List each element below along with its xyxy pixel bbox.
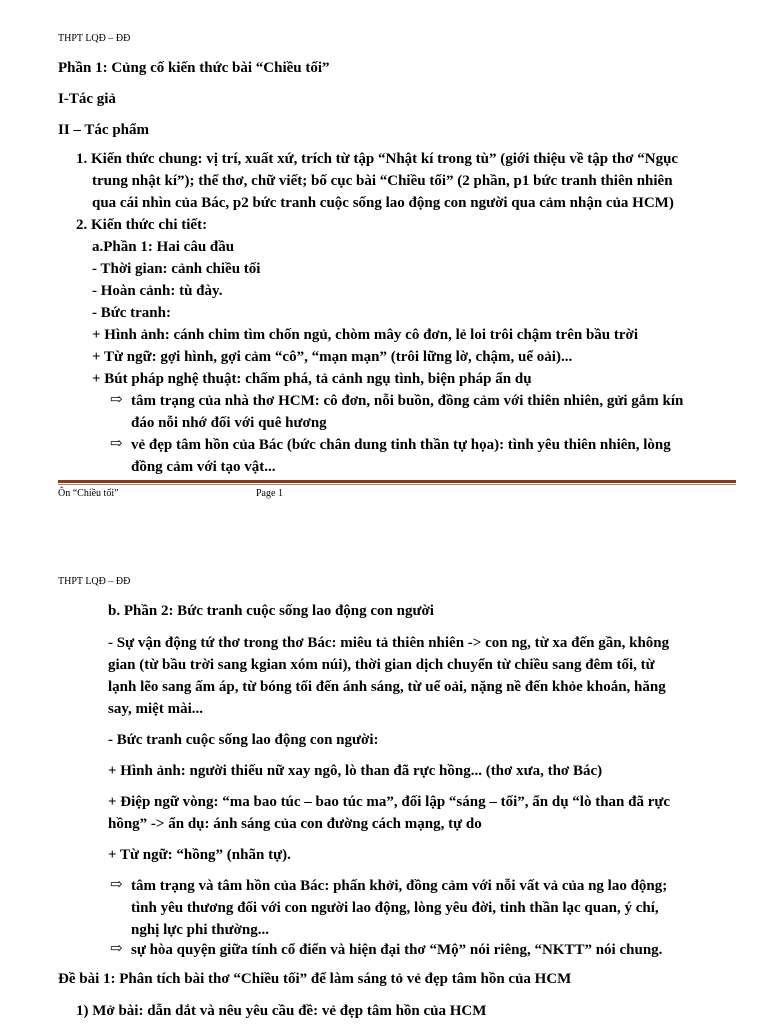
conclusion2-line1: vẻ đẹp tâm hồn của Bác (bức chân dung tinh thần tự họa): tình yêu thiên nhiên, lòng xyxy=(131,437,671,453)
repetition-line1: + Điệp ngữ vòng: “ma bao túc – bao túc ma”, đối lập “sáng – tối”, ẩn dụ “lò than đã rực xyxy=(108,794,671,810)
arrow-icon: ⇨ xyxy=(110,877,123,893)
time-line: - Thời gian: cảnh chiều tối xyxy=(92,261,261,277)
item1-line3: qua cái nhìn của Bác, p2 bức tranh cuộc sống lao động con người qua cảm nhận của HCM) xyxy=(92,195,674,211)
conclusion1-line1: tâm trạng của nhà thơ HCM: cô đơn, nỗi buồn, đồng cảm với thiên nhiên, gửi gắm kín xyxy=(131,393,684,409)
arrow-icon: ⇨ xyxy=(110,392,123,408)
footer-page-number: Page 1 xyxy=(256,488,283,499)
picture-line: - Bức tranh: xyxy=(92,305,171,321)
page-header: THPT LQĐ – ĐĐ xyxy=(58,576,131,587)
item1-line2: trung nhật kí”); thể thơ, chữ viết; bố cục bài “Chiều tối” (2 phần, p1 bức tranh thiên nhiên xyxy=(92,173,673,189)
image-line: + Hình ảnh: cánh chim tìm chốn ngủ, chòm mây cô đơn, lẻ loi trôi chậm trên bầu trời xyxy=(92,327,639,343)
words-line-2: + Từ ngữ: “hồng” (nhãn tự). xyxy=(108,847,291,863)
essay-title: Đề bài 1: Phân tích bài thơ “Chiều tối” để làm sáng tỏ vẻ đẹp tâm hồn của HCM xyxy=(58,971,572,987)
section-work: II – Tác phẩm xyxy=(58,122,149,138)
repetition-line2: hồng” -> ẩn dụ: ánh sáng của con đường cách mạng, tự do xyxy=(108,816,482,832)
p2-conclusion1-line1: tâm trạng và tâm hồn của Bác: phấn khởi, đồng cảm với nỗi vất vả của ng lao động; xyxy=(131,878,668,894)
sub-b: b. Phần 2: Bức tranh cuộc sống lao động con người xyxy=(108,603,434,619)
words-line: + Từ ngữ: gợi hình, gợi cảm “cô”, “mạn mạn” (trôi lững lờ, chậm, uể oải)... xyxy=(92,349,573,365)
conclusion2-line2: đồng cảm với tạo vật... xyxy=(131,459,276,475)
page-header: THPT LQĐ – ĐĐ xyxy=(58,33,131,44)
arrow-icon: ⇨ xyxy=(110,941,123,957)
labor-picture: - Bức tranh cuộc sống lao động con người: xyxy=(108,732,379,748)
item2: 2. Kiến thức chi tiết: xyxy=(76,217,208,233)
sub-a: a.Phần 1: Hai câu đầu xyxy=(92,239,235,255)
circumstance-line: - Hoàn cảnh: tù đày. xyxy=(92,283,223,299)
part1-title: Phần 1: Củng cố kiến thức bài “Chiều tối” xyxy=(58,60,330,76)
conclusion1-line2: đáo nỗi nhớ đối với quê hương xyxy=(131,415,327,431)
arrow-icon: ⇨ xyxy=(110,436,123,452)
footer-title: Ôn “Chiều tối” xyxy=(58,488,119,499)
image-line-2: + Hình ảnh: người thiếu nữ xay ngô, lò than đã rực hồng... (thơ xưa, thơ Bác) xyxy=(108,763,603,779)
section-author: I-Tác giả xyxy=(58,91,116,107)
movement-line2: gian (từ bầu trời sang kgian xóm núi), thời gian dịch chuyển từ chiều sang đêm tối, từ xyxy=(108,657,655,673)
art-line: + Bút pháp nghệ thuật: chấm phá, tả cảnh ngụ tình, biện pháp ẩn dụ xyxy=(92,371,532,387)
p2-conclusion2: sự hòa quyện giữa tính cổ điển và hiện đại thơ “Mộ” nói riêng, “NKTT” nói chung. xyxy=(131,942,663,958)
p2-conclusion1-line3: nghị lực phi thường... xyxy=(131,922,270,938)
essay-intro: 1) Mở bài: dẫn dắt và nêu yêu cầu đề: vẻ đẹp tâm hồn của HCM xyxy=(76,1003,487,1019)
p2-conclusion1-line2: tình yêu thương đối với con người lao động, lòng yêu đời, tinh thần lạc quan, ý chí, xyxy=(131,900,659,916)
item1-line1: 1. Kiến thức chung: vị trí, xuất xứ, trích từ tập “Nhật kí trong tù” (giới thiệu về tập thơ “Ngục xyxy=(76,151,679,167)
footer-rule-thin xyxy=(58,484,736,485)
footer-rule xyxy=(58,480,736,483)
movement-line3: lạnh lẽo sang ấm áp, từ bóng tối đến ánh sáng, từ uể oải, nặng nề đến khỏe khoắn, hăng xyxy=(108,679,666,695)
movement-line1: - Sự vận động tứ thơ trong thơ Bác: miêu tả thiên nhiên -> con ng, từ xa đến gần, không xyxy=(108,635,670,651)
movement-line4: say, miệt mài... xyxy=(108,701,203,717)
